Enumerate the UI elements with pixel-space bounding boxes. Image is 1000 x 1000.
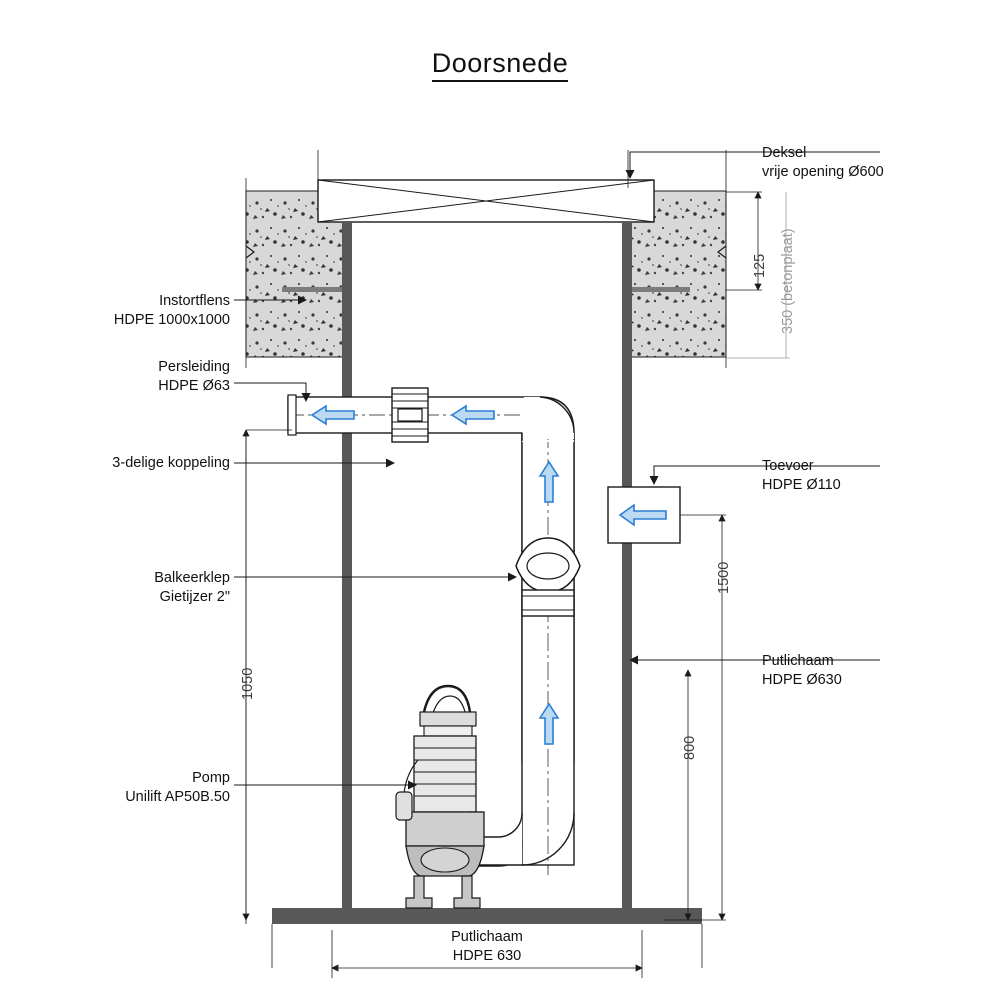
label-instortflens (40, 292, 230, 330)
ball-check-valve (516, 538, 580, 616)
label-persleiding-line1: Persleiding (158, 359, 230, 375)
label-deksel-line2: vrije opening Ø600 (762, 164, 884, 180)
inlet-toevoer (608, 487, 680, 543)
label-persleiding (40, 358, 230, 396)
label-balkeerklep-line1: Balkeerklep (154, 570, 230, 586)
three-part-coupling (392, 388, 428, 442)
label-balkeerklep (40, 569, 230, 607)
label-koppeling-line1: 3-delige koppeling (112, 455, 230, 471)
shaft-base-plate (272, 908, 702, 924)
label-pomp-line2: Unilift AP50B.50 (125, 789, 230, 805)
dimension-text-800: 800 (682, 735, 698, 760)
label-instortflens-line1: Instortflens (159, 293, 230, 309)
label-toevoer-line2: HDPE Ø110 (762, 477, 841, 493)
shaft-wall-right (622, 222, 632, 911)
label-koppeling (20, 454, 230, 473)
label-toevoer-line1: Toevoer (762, 458, 814, 474)
label-pomp (30, 769, 230, 807)
label-deksel-line1: Deksel (762, 145, 807, 161)
label-putlichaam-bottom (387, 928, 587, 966)
label-putlichaam-bottom-line1: Putlichaam (451, 929, 523, 945)
label-pomp-line1: Pomp (192, 770, 230, 786)
page-title-text: Doorsnede (432, 48, 569, 82)
label-deksel (762, 144, 884, 182)
label-toevoer (762, 457, 841, 495)
label-balkeerklep-line2: Gietijzer 2" (159, 589, 230, 605)
label-putlichaam-right-line1: Putlichaam (762, 653, 834, 669)
pump-unilift (396, 686, 484, 908)
dimension-text-350: 350 (betonplaat) (780, 228, 796, 334)
label-putlichaam-bottom-line2: HDPE 630 (452, 948, 522, 964)
label-instortflens-line2: HDPE 1000x1000 (113, 312, 230, 328)
cover-deksel (318, 180, 654, 222)
label-persleiding-line2: HDPE Ø63 (158, 378, 230, 394)
dimension-text-1050: 1050 (240, 667, 256, 700)
dimension-text-1500: 1500 (716, 561, 732, 594)
label-putlichaam-right-line2: HDPE Ø630 (762, 672, 842, 688)
shaft-wall-left (342, 222, 352, 911)
label-putlichaam-right (762, 652, 842, 690)
dimension-text-125: 125 (752, 253, 768, 278)
